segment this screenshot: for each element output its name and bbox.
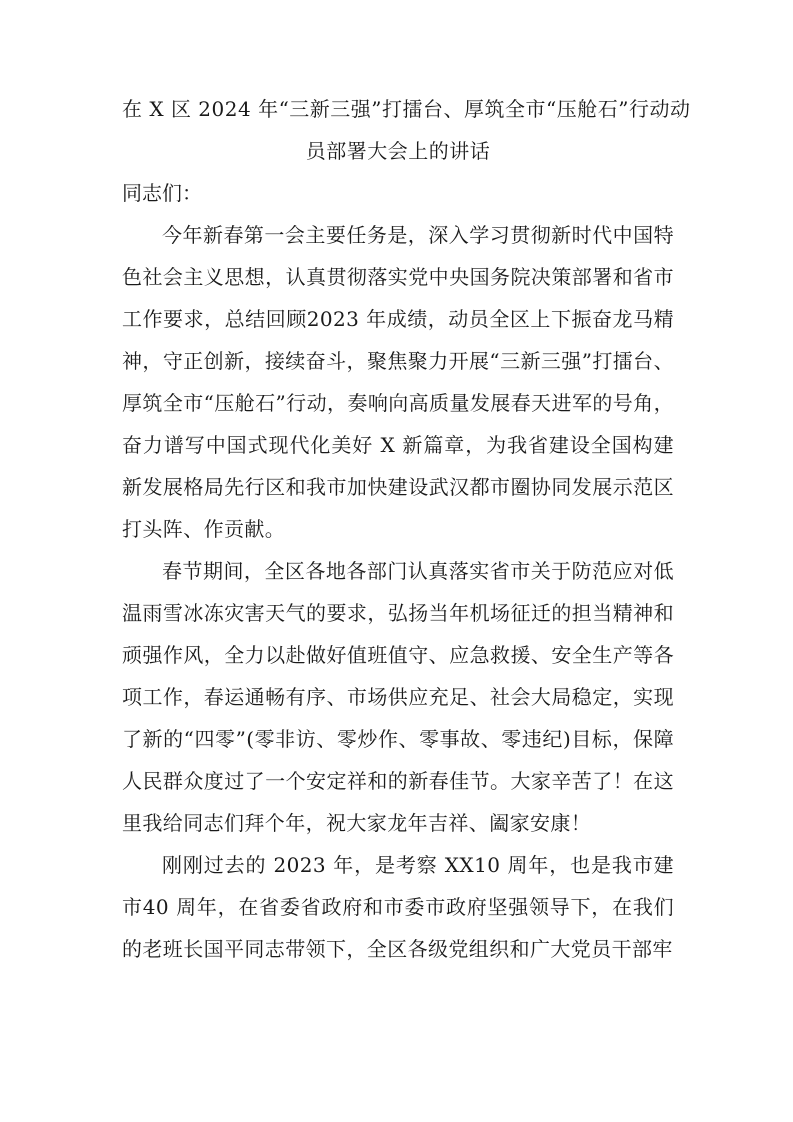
paragraph-2: 春节期间，全区各地各部门认真落实省市关于防范应对低温雨雪冰冻灾害天气的要求，弘扬当年机场征迁的担当精神和顽强作风，全力以赴做好值班值守、应急救援、安全生产等各项工作，春运通畅有序、市场供应充足、社会大局稳定，实现了新的“四零”(零非访、零炒作、零事故、零违纪)目标，保障人民群众度过了一个安定祥和的新春佳节。大家辛苦了！在这里我给同志们拜个年，祝大家龙年吉祥、阖家安康！ <box>122 559 674 835</box>
paragraph-3: 刚刚过去的 2023 年，是考察 XX10 周年，也是我市建市40 周年，在省委省政府和市委市政府坚强领导下，在我们的老班长国平同志带领下，全区各级党组织和广大党员干部牢 <box>122 853 674 961</box>
greeting: 同志们： <box>122 181 202 205</box>
document-title <box>122 88 691 172</box>
title-line-2: 员部署大会上的讲话 <box>305 139 491 163</box>
document-page <box>122 88 691 970</box>
title-line-1: 在 X 区 2024 年“三新三强”打擂台、厚筑全市“压舱石”行动动 <box>122 97 691 121</box>
paragraph-1: 今年新春第一会主要任务是，深入学习贯彻新时代中国特色社会主义思想，认真贯彻落实党中央国务院决策部署和省市工作要求，总结回顾2023 年成绩，动员全区上下振奋龙马精神，守正创新，接续奋斗，聚焦聚力开展“三新三强”打擂台、厚筑全市“压舱石”行动，奏响向高质量发展春天进军的号角，奋力谱写中国式现代化美好 X 新篇章，为我省建设全国构建新发展格局先行区和我市加快建设武汉都市圈协同发展示范区打头阵、作贡献。 <box>122 223 674 541</box>
